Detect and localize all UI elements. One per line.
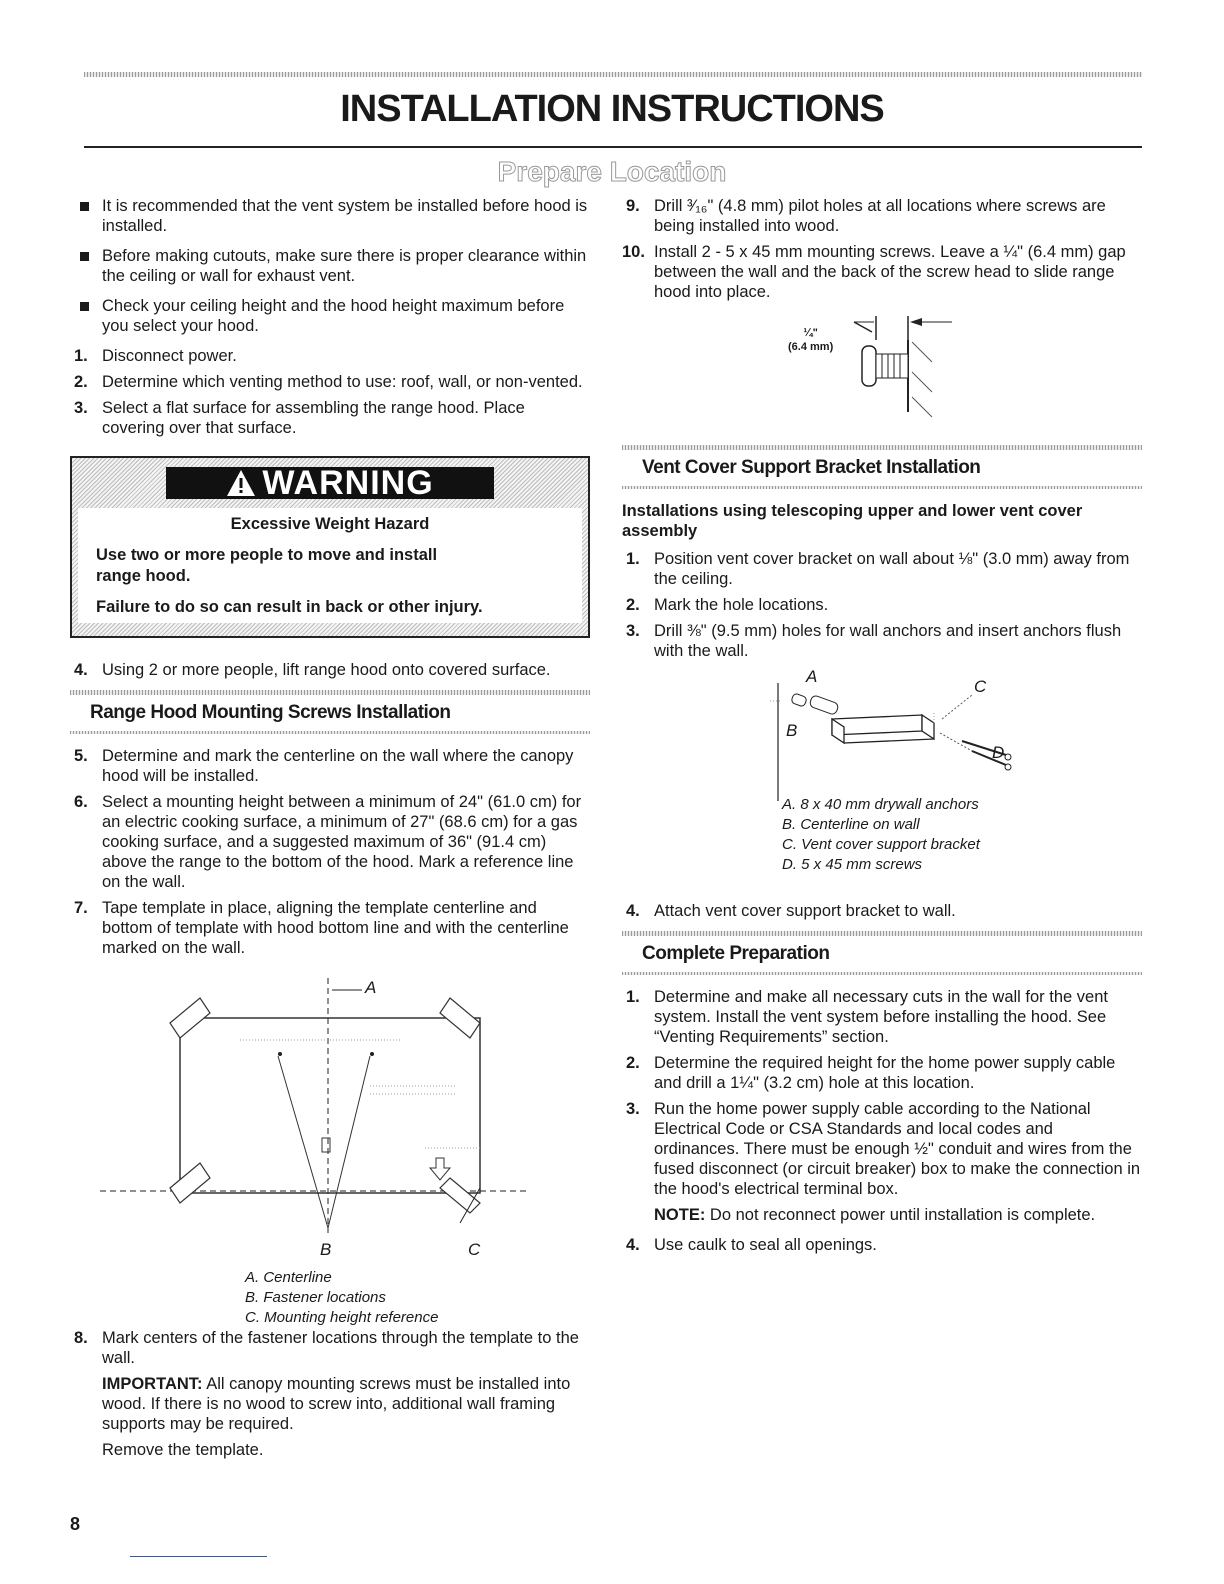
warning-body [78, 508, 582, 623]
warning-label: WARNING [166, 467, 493, 499]
step-item: 5. Determine and mark the centerline on the wall where the canopy hood will be installed. [74, 747, 574, 785]
template-figure [70, 968, 590, 1328]
warning-hazard: Excessive Weight Hazard [230, 515, 430, 533]
figure-label-c: C [468, 1240, 481, 1259]
step-item: 4. Use caulk to seal all openings. [626, 1236, 877, 1254]
caption-line: B. Fastener locations [245, 1289, 386, 1306]
step-item: 3. Drill ⅜" (9.5 mm) holes for wall anchors and insert anchors flush with the wall. [626, 622, 1122, 660]
remove-template-note: Remove the template. [102, 1441, 264, 1459]
figure-captions [245, 1268, 438, 1328]
step-item: 2. Determine the required height for the home power supply cable and drill a 1¼" (3.2 cm) hole at this location. [626, 1054, 1116, 1092]
caption-line: C. Vent cover support bracket [782, 836, 980, 853]
step-item: 2. Mark the hole locations. [626, 596, 829, 614]
section-subheading: Installations using telescoping upper and lower vent cover assembly [622, 502, 1083, 540]
bracket-figure [622, 667, 1142, 901]
step-item: 2. Determine which venting method to use: roof, wall, or non-vented. [74, 373, 583, 391]
bullet-item: Before making cutouts, make sure there is proper clearance within the ceiling or wall for exhaust vent. [70, 246, 590, 286]
template-diagram [70, 968, 590, 1258]
caption-line: A. 8 x 40 mm drywall anchors [782, 796, 979, 813]
step-item: 3. Run the home power supply cable according to the National Electrical Code or CSA Standards and local codes and ordinances. There must be enough ½" conduit and wires from the fused disconnect (or circuit breaker) box to make the connection in the hood's electrical terminal box. NOTE: Do not reconnect power until installation is complete. [626, 1100, 1141, 1224]
caption-line: C. Mounting height reference [245, 1309, 439, 1326]
step-item: 10. Install 2 - 5 x 45 mm mounting screws. Leave a ¼" (6.4 mm) gap between the wall and the back of the screw head to slide range hood into place. [622, 243, 1126, 301]
step-item: 9. Drill ³⁄₁₆" (4.8 mm) pilot holes at all locations where screws are being installed into wood. [626, 197, 1106, 235]
header-rule-bottom [84, 146, 1142, 148]
step-item: 4. Attach vent cover support bracket to wall. [626, 902, 956, 920]
figure-label-b: B [320, 1240, 332, 1259]
section-title: Vent Cover Support Bracket Installation [642, 457, 981, 478]
figure-captions [782, 795, 980, 875]
section-title: Complete Preparation [642, 943, 830, 964]
step-item: 6. Select a mounting height between a minimum of 24" (61.0 cm) for an electric cooking surface, a minimum of 27" (68.6 cm) for a gas cooking surface, and a suggested maximum of 36" (91.4 cm) above the range to the bottom of the hood. Mark a reference line on the wall. [74, 793, 582, 891]
step-item: 3. Select a flat surface for assembling the range hood. Place covering over that surface. [74, 399, 525, 437]
step-item: 4. Using 2 or more people, lift range hood onto covered surface. [74, 661, 551, 679]
section-rule [70, 731, 590, 734]
bullet-item: It is recommended that the vent system be installed before hood is installed. [70, 196, 590, 236]
bullet-square-icon [80, 302, 89, 311]
bullet-item: Check your ceiling height and the hood height maximum before you select your hood. [70, 296, 590, 336]
right-column [622, 196, 1142, 1265]
important-note: IMPORTANT: All canopy mounting screws must be installed into wood. If there is no wood to screw into, additional wall framing supports may be required. [102, 1375, 571, 1433]
gap-label: ¼" (6.4 mm) [788, 327, 834, 353]
screw-gap-figure [622, 312, 1142, 437]
warning-box [70, 456, 590, 638]
footer-line [130, 1556, 267, 1557]
caption-line: D. 5 x 45 mm screws [782, 856, 923, 873]
figure-label-a: A [806, 667, 818, 686]
note: NOTE: Do not reconnect power until installation is complete. [654, 1206, 1096, 1224]
section-subtitle: Prepare Location [497, 156, 727, 187]
step-item: 8. Mark centers of the fastener locations through the template to the wall. IMPORTANT: All canopy mounting screws must be installed into wood. If there is no wood to screw into, additional wall framing supports may be required. Remove the template. [70, 1328, 590, 1460]
warning-line: Use two or more people to move and install range hood. [96, 546, 438, 585]
step-item: 1. Position vent cover bracket on wall about ⅛" (3.0 mm) away from the ceiling. [626, 550, 1130, 588]
page-title: INSTALLATION INSTRUCTIONS [340, 88, 884, 130]
section-rule [622, 486, 1142, 489]
section-title: Range Hood Mounting Screws Installation [90, 702, 451, 723]
figure-label-d: D [992, 743, 1005, 762]
step-item: 1. Disconnect power. [74, 347, 237, 365]
bullet-square-icon [80, 202, 89, 211]
warning-triangle-icon [226, 469, 256, 497]
figure-label-a: A [365, 978, 377, 997]
caption-line: B. Centerline on wall [782, 816, 920, 833]
caption-line: A. Centerline [245, 1269, 332, 1286]
section-rule [622, 972, 1142, 975]
header-rule-top [84, 72, 1142, 77]
warning-line: Failure to do so can result in back or other injury. [96, 598, 483, 616]
screw-gap-diagram [622, 312, 982, 437]
page-number: 8 [70, 1514, 81, 1534]
step-item: 7. Tape template in place, aligning the template centerline and bottom of template with hood bottom line and with the centerline marked on the wall. [74, 899, 569, 957]
left-column [70, 196, 590, 1470]
step-item: 1. Determine and make all necessary cuts in the wall for the vent system. Install the vent system before installing the hood. See “Venting Requirements” section. [626, 988, 1108, 1046]
figure-label-c: C [974, 677, 987, 696]
warning-header [72, 458, 588, 508]
figure-label-b: B [786, 721, 798, 740]
bullet-square-icon [80, 252, 89, 261]
